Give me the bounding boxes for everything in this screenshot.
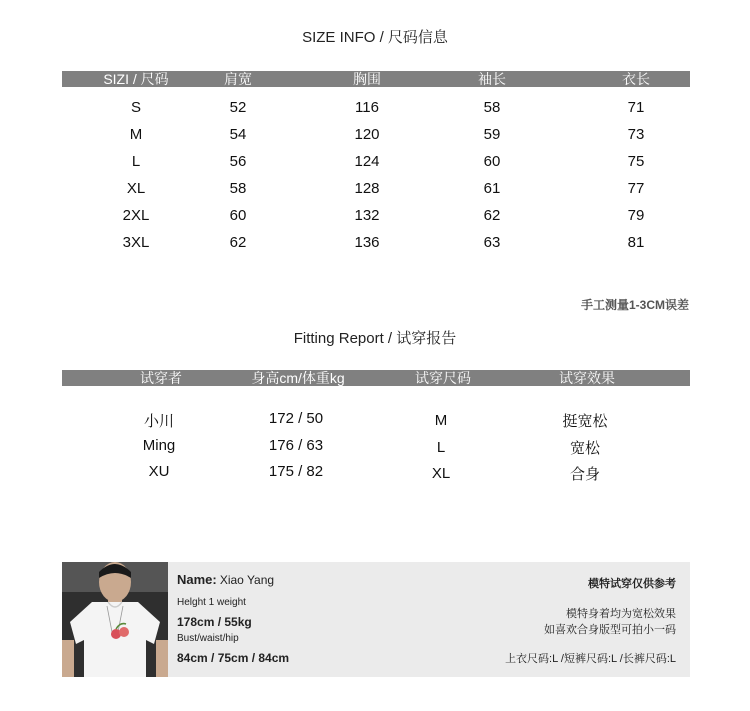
model-name-value: Xiao Yang [219, 573, 275, 587]
size-cell: XL [126, 180, 146, 197]
fitting-cell: 挺宽松 [562, 413, 608, 430]
size-cell: L [131, 153, 141, 170]
size-header-sleeve: 袖长 [478, 71, 506, 87]
size-cell: 54 [229, 126, 247, 143]
model-bwh-value: 84cm / 75cm / 84cm [177, 651, 290, 665]
size-cell: 77 [627, 180, 645, 197]
model-name-label: Name: [177, 572, 217, 587]
size-cell: 79 [627, 207, 645, 224]
size-cell: 81 [627, 234, 645, 251]
size-cell: 52 [229, 99, 247, 116]
fitting-cell: 175 / 82 [268, 463, 324, 480]
size-cell: 60 [229, 207, 247, 224]
fitting-report-title: Fitting Report / 试穿报告 [293, 330, 457, 347]
size-cell: 71 [627, 99, 645, 116]
measurement-note: 手工测量1-3CM误差 [580, 298, 689, 312]
model-bwh-label: Bust/waist/hip [177, 633, 239, 644]
model-info-box [62, 562, 690, 677]
fitting-header-size: 试穿尺码 [415, 370, 471, 386]
fitting-cell: L [436, 439, 446, 456]
size-cell: 2XL [122, 207, 150, 224]
fitting-cell: XU [148, 463, 170, 480]
fitting-cell: XL [431, 465, 451, 482]
model-hw-label: Helght 1 weight [177, 597, 246, 608]
size-cell: 58 [483, 99, 501, 116]
size-cell: 63 [483, 234, 501, 251]
fitting-header-effect: 试穿效果 [559, 370, 615, 386]
model-hw-value: 178cm / 55kg [177, 615, 252, 629]
model-ref-title: 模特试穿仅供参考 [588, 578, 676, 590]
fitting-header-height-weight: 身高cm/体重kg [251, 370, 345, 386]
size-header-shoulder: 肩宽 [224, 71, 252, 87]
size-cell: 61 [483, 180, 501, 197]
model-photo [62, 562, 168, 677]
size-header-length: 衣长 [622, 71, 650, 87]
fitting-cell: M [434, 412, 448, 429]
size-cell: M [129, 126, 143, 143]
model-ref-line3: 上衣尺码:L /短裤尺码:L /长裤尺码:L [505, 653, 676, 665]
size-cell: 120 [354, 126, 380, 143]
size-cell: 116 [355, 99, 379, 116]
size-cell: 3XL [122, 234, 150, 251]
size-cell: 58 [229, 180, 247, 197]
model-name [177, 572, 274, 587]
fitting-cell: 172 / 50 [268, 410, 324, 427]
fitting-header-tester: 试穿者 [140, 370, 182, 386]
fitting-cell: Ming [142, 437, 176, 454]
model-photo-illustration [62, 562, 168, 677]
size-cell: 62 [483, 207, 501, 224]
fitting-cell: 宽松 [569, 440, 601, 457]
size-cell: 128 [354, 180, 380, 197]
size-cell: 136 [354, 234, 380, 251]
model-ref-line2: 如喜欢合身版型可拍小一码 [544, 624, 676, 636]
size-header-size: SIZI / 尺码 [103, 71, 169, 87]
size-table-header [62, 71, 690, 87]
fitting-table-header [62, 370, 690, 386]
size-cell: 73 [627, 126, 645, 143]
size-cell: 56 [229, 153, 247, 170]
size-cell: 75 [627, 153, 645, 170]
size-info-title: SIZE INFO / 尺码信息 [302, 29, 448, 46]
size-cell: 60 [483, 153, 501, 170]
size-cell: 132 [354, 207, 380, 224]
fitting-cell: 176 / 63 [268, 437, 324, 454]
size-cell: 124 [354, 153, 380, 170]
size-header-chest: 胸围 [353, 71, 381, 87]
size-cell: 62 [229, 234, 247, 251]
size-cell: 59 [483, 126, 501, 143]
size-cell: S [130, 99, 142, 116]
model-ref-line1: 模特身着均为宽松效果 [566, 608, 676, 620]
fitting-cell: 小川 [143, 413, 175, 430]
fitting-cell: 合身 [569, 466, 601, 483]
